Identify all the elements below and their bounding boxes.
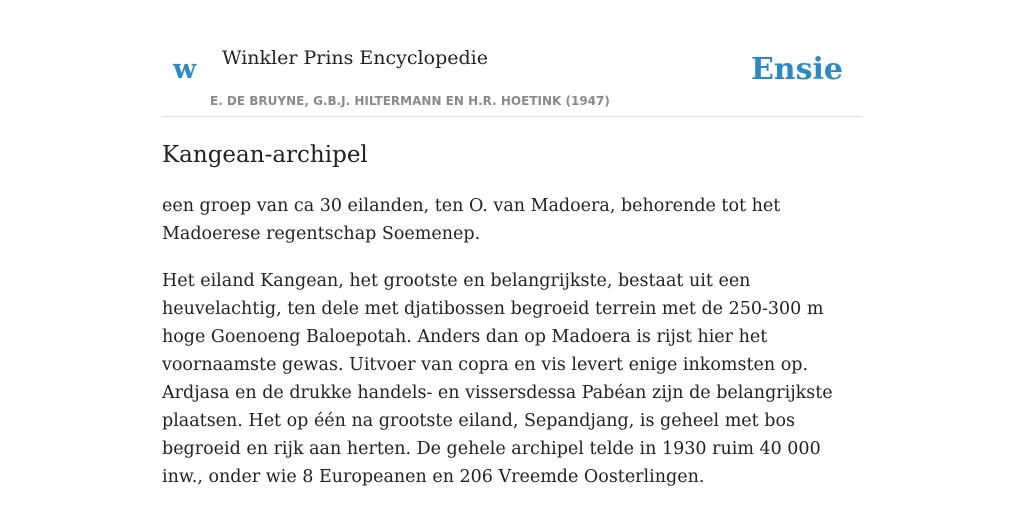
ensie-logo[interactable]: Ensie (750, 52, 843, 87)
source-header (162, 0, 862, 117)
source-title[interactable]: Winkler Prins Encyclopedie (222, 47, 488, 69)
source-logo[interactable]: w (173, 54, 197, 85)
article-paragraph-2: Het eiland Kangean, het grootste en belangrijkste, bestaat uit een heuvelachtig, ten dele met djatibossen begroeid terrein met de 250-300 m hoge Goenoeng Baloepotah. Anders dan op Madoera is rijst hier het voornaamste gewas. Uitvoer van copra en vis levert enige inkomsten op. Ardjasa en de drukke handels- en vissersdessa Pabéan zijn de belangrijkste plaatsen. Het op één na grootste eiland, Sepandjang, is geheel met bos begroeid en rijk aan herten. De gehele archipel telde in 1930 ruim 40 000 inw., onder wie 8 Europeanen en 206 Vreemde Oosterlingen. (162, 271, 833, 487)
article (162, 138, 862, 491)
article-title: Kangean-archipel (162, 142, 368, 168)
article-paragraph-1: een groep van ca 30 eilanden, ten O. van Madoera, behorende tot het Madoerese regentschap Soemenep. (162, 196, 781, 244)
source-authors: E. DE BRUYNE, G.B.J. HILTERMANN EN H.R. HOETINK (1947) (210, 94, 610, 108)
